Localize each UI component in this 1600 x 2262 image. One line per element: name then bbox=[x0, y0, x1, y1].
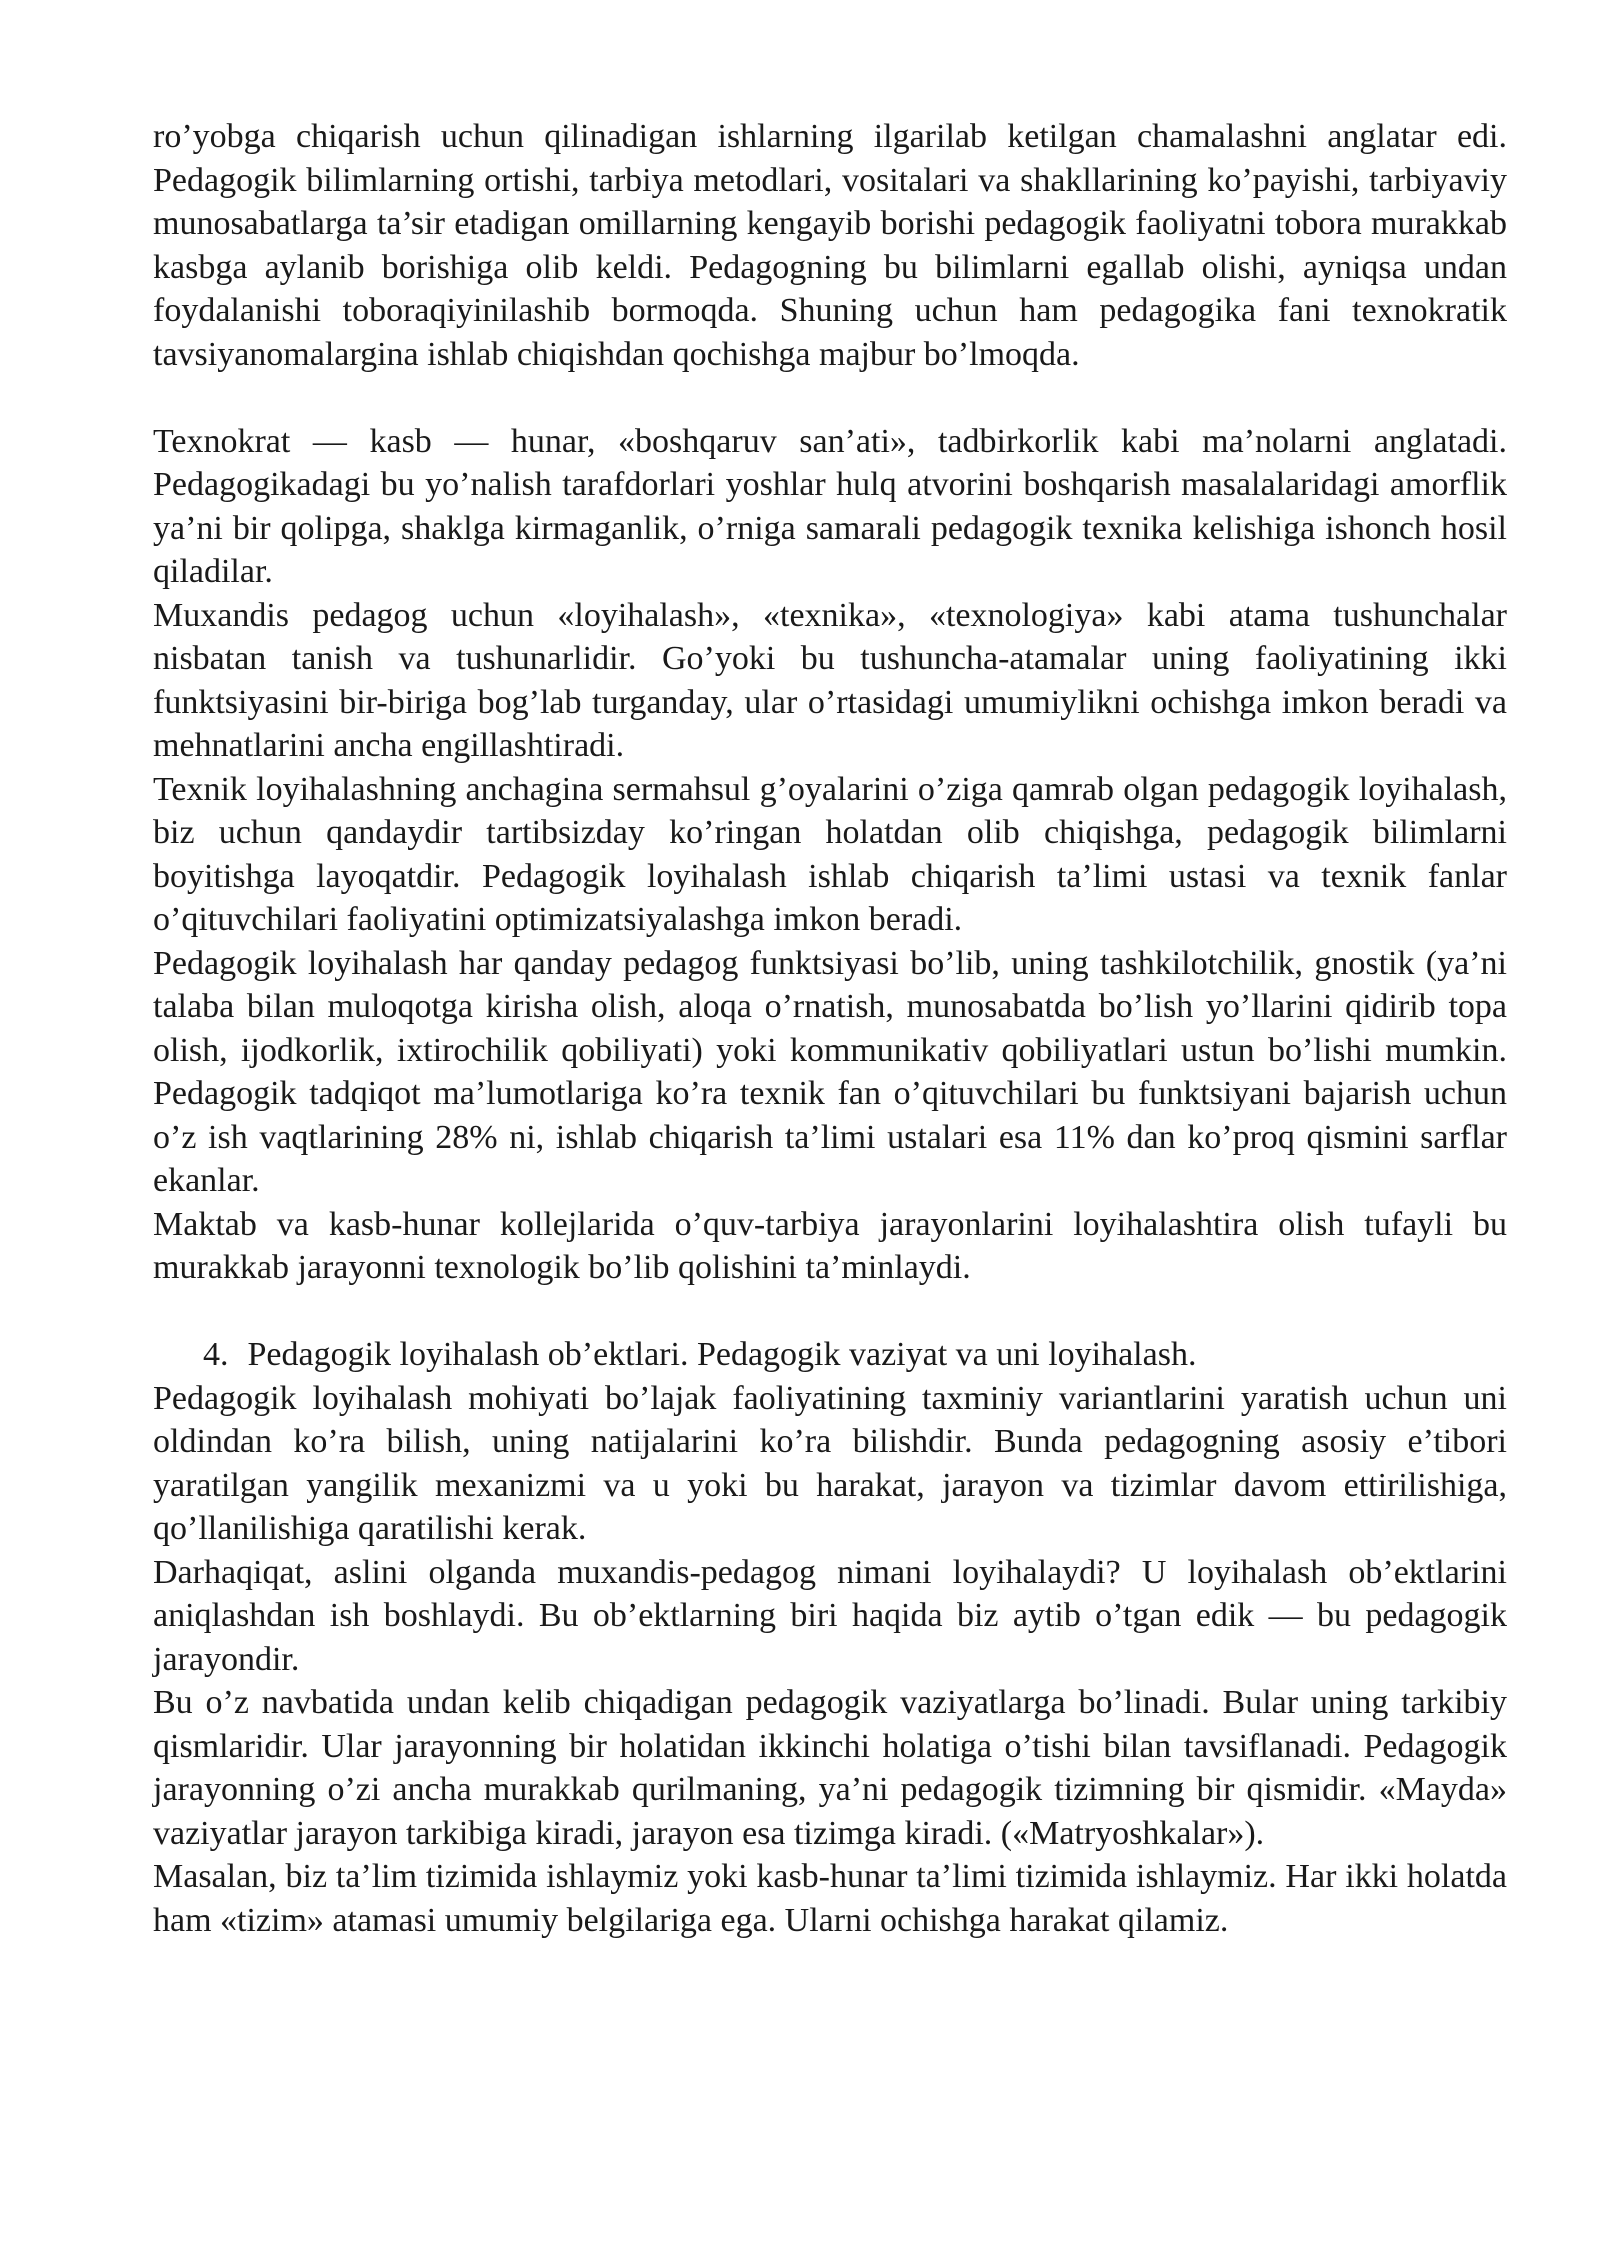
paragraph-darhaqiqat: Darhaqiqat, aslini olganda muxandis-pedagog nimani loyihalaydi? U loyihalash ob’ektlarini aniqlashdan ish boshlaydi. Bu ob’ektlarning biri haqida biz aytib o’tgan edik — bu pedagogik jarayondir. bbox=[153, 1553, 1507, 1678]
paragraph-maktab-kollej: Maktab va kasb-hunar kollejlarida o’quv-tarbiya jarayonlarini loyihalashtira olish tufayli bu murakkab jarayonni texnologik bo’lib qolishini ta’minlaydi. bbox=[153, 1205, 1507, 1286]
paragraph-mohiyat: Pedagogik loyihalash mohiyati bo’lajak faoliyatining taxminiy variantlarini yaratish uchun uni oldindan ko’ra bilish, uning natijalarini ko’ra bilishdir. Bunda pedagogning asosiy e’tibori yaratilgan yangilik mexanizmi va u yoki bu harakat, jarayon va tizimlar davom ettirilishiga, qo’llanilishiga qaratilishi kerak. bbox=[153, 1379, 1507, 1547]
paragraph-texnokrat: Texnokrat — kasb — hunar, «boshqaruv san’ati», tadbirkorlik kabi ma’nolarni anglatadi. Pedagogikadagi bu yo’nalish tarafdorlari yoshlar hulq atvorini boshqarish masalalaridagi amorflik ya’ni bir qolipga, shaklga kirmaganlik, o’rniga samarali pedagogik texnika kelishiga ishonch hosil qiladilar. bbox=[153, 422, 1507, 590]
paragraph-vaziyatlar: Bu o’z navbatida undan kelib chiqadigan pedagogik vaziyatlarga bo’linadi. Bular uning tarkibiy qismlaridir. Ular jarayonning bir holatidan ikkinchi holatiga o’tishi bilan tavsiflanadi. Pedagogik jarayonning o’zi ancha murakkab qurilmaning, ya’ni pedagogik tizimning bir qismidir. «Mayda» vaziyatlar jarayon tarkibiga kiradi, jarayon esa tizimga kiradi. («Matryoshkalar»). bbox=[153, 1684, 1507, 1852]
section-number: 4. bbox=[203, 1336, 229, 1373]
paragraph-pedagogik-loyihalash-funktsiya: Pedagogik loyihalash har qanday pedagog funktsiyasi bo’lib, uning tashkilotchilik, gnostik (ya’ni talaba bilan muloqotga kirisha olish, aloqa o’rnatish, munosabatda bo’lish yo’llarini qidirib topa olish, ijodkorlik, ixtirochilik qobiliyati) yoki kommunikativ qobiliyatlari ustun bo’lishi mumkin. Pedagogik tadqiqot ma’lumotlariga ko’ra texnik fan o’qituvchilari bu funktsiyani bajarish uchun o’z ish vaqtlarining 28% ni, ishlab chiqarish ta’limi ustalari esa 11% dan ko’proq qismini sarflar ekanlar. bbox=[153, 944, 1507, 1199]
paragraph-texnik-loyihalash: Texnik loyihalashning anchagina sermahsul g’oyalarini o’ziga qamrab olgan pedagogik loyihalash, biz uchun qandaydir tartibsizday ko’ringan holatdan olib chiqishga, pedagogik bilimlarni boyitishga layoqatdir. Pedagogik loyihalash ishlab chiqarish ta’limi ustasi va texnik fanlar o’qituvchilari faoliyatini optimizatsiyalashga imkon beradi. bbox=[153, 770, 1507, 938]
document-page bbox=[153, 115, 1507, 1942]
paragraph-intro-continuation: ro’yobga chiqarish uchun qilinadigan ishlarning ilgarilab ketilgan chamalashni anglatar edi. Pedagogik bilimlarning ortishi, tarbiya metodlari, vositalari va shakllarining ko’payishi, tarbiyaviy munosabatlarga ta’sir etadigan omillarning kengayib borishi pedagogik faoliyatni tobora murakkab kasbga aylanib borishiga olib keldi. Pedagogning bu bilimlarni egallab olishi, ayniqsa undan foydalanishi toboraqiyinilashib bormoqda. Shuning uchun ham pedagogika fani texnokratik tavsiyanomalargina ishlab chiqishdan qochishga majbur bo’lmoqda. bbox=[153, 118, 1507, 373]
section-title: Pedagogik loyihalash ob’ektlari. Pedagogik vaziyat va uni loyihalash. bbox=[247, 1336, 1197, 1373]
paragraph-masalan: Masalan, biz ta’lim tizimida ishlaymiz yoki kasb-hunar ta’limi tizimida ishlaymiz. Har ikki holatda ham «tizim» atamasi umumiy belgilariga ega. Ularni ochishga harakat qilamiz. bbox=[153, 1858, 1507, 1939]
section-heading bbox=[153, 1333, 1507, 1377]
paragraph-muxandis-pedagog: Muxandis pedagog uchun «loyihalash», «texnika», «texnologiya» kabi atama tushunchalar nisbatan tanish va tushunarlidir. Go’yoki bu tushuncha-atamalar uning faoliyatining ikki funktsiyasini bir-biriga bog’lab turganday, ular o’rtasidagi umumiylikni ochishga imkon beradi va mehnatlarini ancha engillashtiradi. bbox=[153, 596, 1507, 764]
